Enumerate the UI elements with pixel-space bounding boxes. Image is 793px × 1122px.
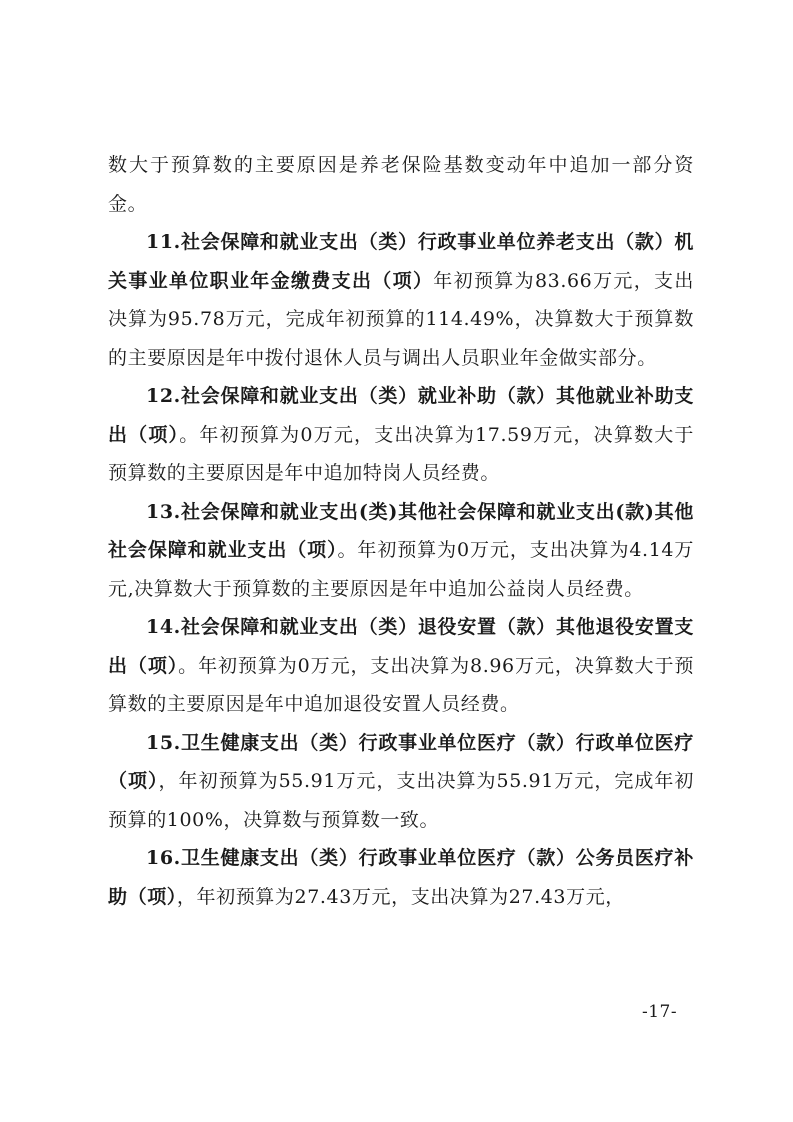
paragraph-heading: 11.社会保障和就业支出（类）行政事业单位养老支出（款）机关事业单位职业年金缴费支出（项） xyxy=(108,231,694,292)
paragraph-item-14 xyxy=(108,608,694,724)
paragraph-heading: 15.卫生健康支出（类）行政事业单位医疗（款）行政单位医疗（项） xyxy=(108,731,694,792)
paragraph-heading: 12.社会保障和就业支出（类）就业补助（款）其他就业补助支出（项） xyxy=(108,385,694,446)
paragraph-item-15 xyxy=(108,724,694,840)
paragraph-text: 数大于预算数的主要原因是养老保险基数变动年中追加一部分资金。 xyxy=(108,154,694,215)
paragraph-item-13 xyxy=(108,493,694,609)
paragraph-text: 。年初预算为0万元，支出决算为8.96万元，决算数大于预算数的主要原因是年中追加退役安置人员经费。 xyxy=(108,654,694,715)
paragraph-heading: 14.社会保障和就业支出（类）退役安置（款）其他退役安置支出（项） xyxy=(108,616,694,677)
paragraph-item-16 xyxy=(108,839,694,916)
paragraph-text: 。年初预算为0万元，支出决算为4.14万元,决算数大于预算数的主要原因是年中追加公益岗人员经费。 xyxy=(108,539,694,600)
paragraph-text: ，年初预算为55.91万元，支出决算为55.91万元，完成年初预算的100%，决算数与预算数一致。 xyxy=(108,770,694,831)
paragraph-continuation xyxy=(108,146,694,223)
page-number: -17- xyxy=(642,1002,678,1022)
paragraph-heading: 16.卫生健康支出（类）行政事业单位医疗（款）公务员医疗补助（项） xyxy=(108,847,694,908)
paragraph-text: 。年初预算为0万元，支出决算为17.59万元，决算数大于预算数的主要原因是年中追加特岗人员经费。 xyxy=(108,423,694,484)
paragraph-text: ，年初预算为27.43万元，支出决算为27.43万元， xyxy=(176,885,625,908)
paragraph-item-11 xyxy=(108,223,694,377)
paragraph-heading: 13.社会保障和就业支出(类)其他社会保障和就业支出(款)其他社会保障和就业支出（项） xyxy=(108,500,694,561)
body-text xyxy=(108,146,694,916)
paragraph-item-12 xyxy=(108,377,694,493)
paragraph-text: 年初预算为83.66万元，支出决算为95.78万元，完成年初预算的114.49%，决算数大于预算数的主要原因是年中拨付退休人员与调出人员职业年金做实部分。 xyxy=(108,269,694,369)
